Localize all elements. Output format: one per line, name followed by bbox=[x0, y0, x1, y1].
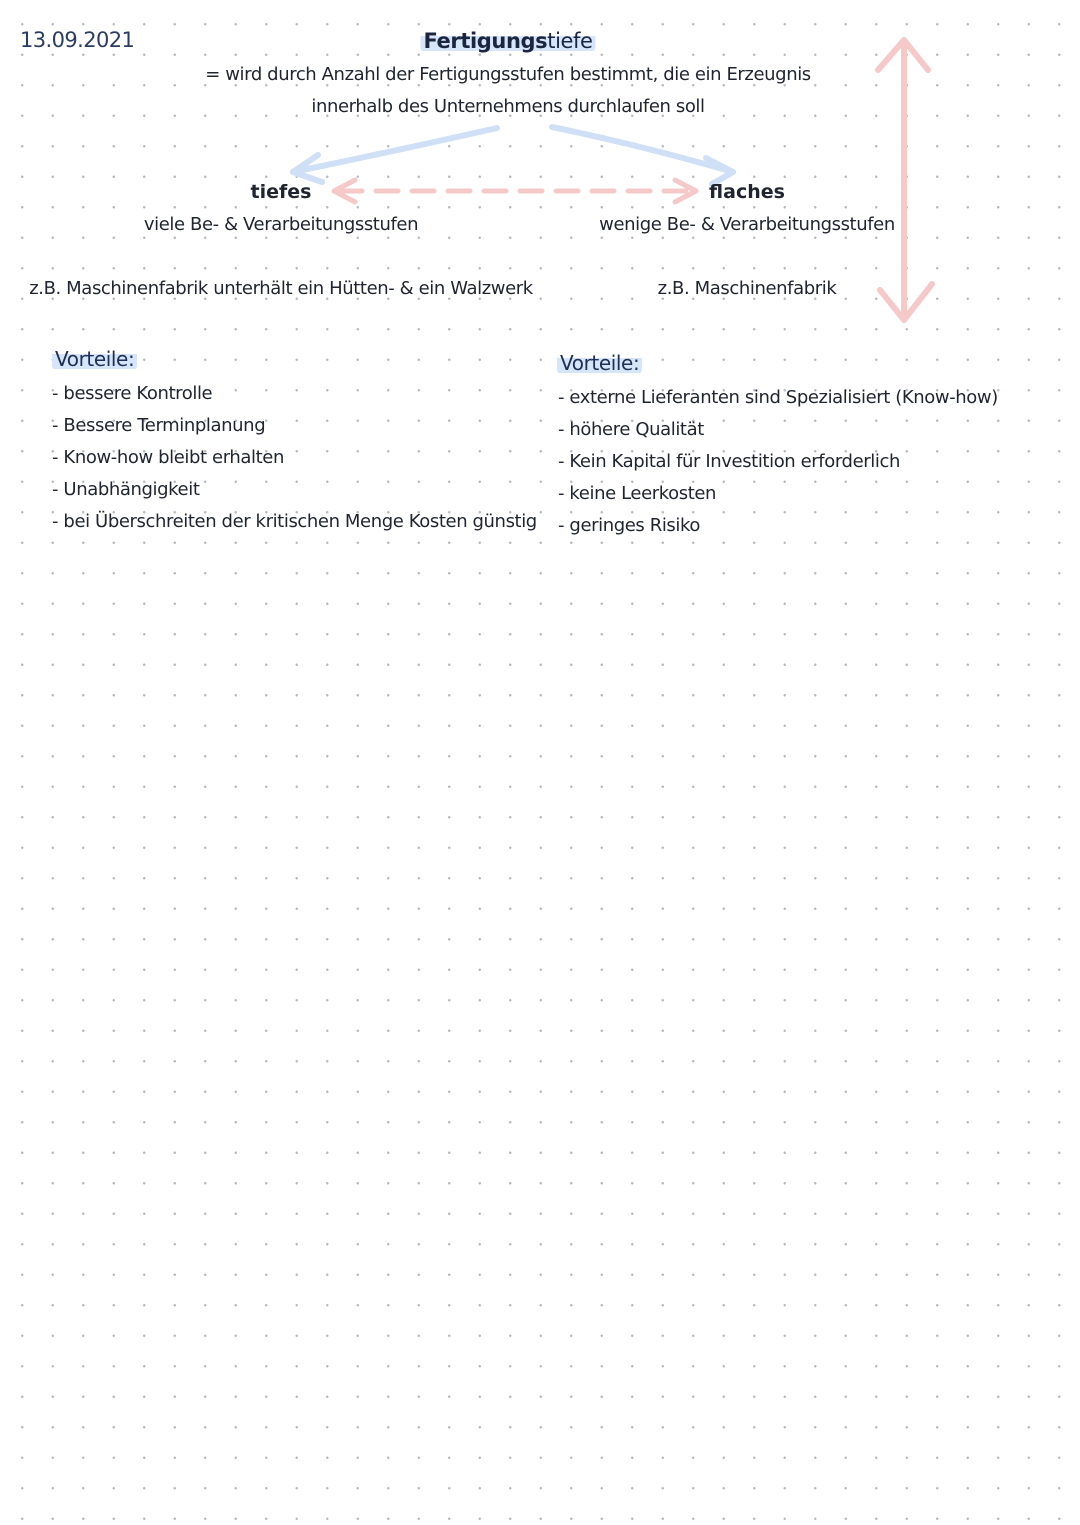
left-description: viele Be- & Verarbeitungsstufen bbox=[143, 214, 419, 235]
title-suffix: tiefe bbox=[547, 29, 593, 53]
list-item: - bessere Kontrolle bbox=[52, 383, 213, 404]
list-item: - externe Lieferanten sind Spezialisiert (Know-how) bbox=[558, 387, 998, 408]
pink-double-arrow-horizontal-icon bbox=[334, 180, 696, 202]
definition-line-1: = wird durch Anzahl der Fertigungsstufen bestimmt, die ein Erzeugnis bbox=[205, 64, 811, 85]
list-item: - bei Überschreiten der kritischen Menge Kosten günstig bbox=[52, 511, 537, 532]
blue-arrow-right-icon bbox=[552, 127, 733, 184]
blue-arrow-left-icon bbox=[293, 128, 497, 182]
list-item: - Unabhängigkeit bbox=[52, 479, 200, 500]
list-item: - Bessere Terminplanung bbox=[52, 415, 266, 436]
right-advantages-heading-text: Vorteile: bbox=[557, 351, 642, 375]
left-advantages-list bbox=[52, 383, 537, 543]
left-example: z.B. Maschinenfabrik unterhält ein Hütten- & ein Walzwerk bbox=[29, 278, 533, 299]
definition-line-2: innerhalb des Unternehmens durchlaufen soll bbox=[311, 96, 705, 117]
title-bold: Fertigungs bbox=[423, 29, 548, 53]
right-description: wenige Be- & Verarbeitungsstufen bbox=[599, 214, 895, 235]
left-advantages-heading-text: Vorteile: bbox=[52, 347, 137, 371]
list-item: - keine Leerkosten bbox=[558, 483, 717, 504]
right-advantages-heading bbox=[557, 351, 642, 375]
list-item: - höhere Qualität bbox=[558, 419, 704, 440]
right-example: z.B. Maschinenfabrik bbox=[657, 278, 837, 299]
pink-double-arrow-vertical-icon bbox=[878, 40, 932, 320]
page-title bbox=[420, 29, 595, 53]
date: 13.09.2021 bbox=[20, 28, 135, 52]
list-item: - Kein Kapital für Investition erforderlich bbox=[558, 451, 900, 472]
right-advantages-list bbox=[558, 387, 998, 547]
left-advantages-heading bbox=[52, 347, 137, 371]
list-item: - Know-how bleibt erhalten bbox=[52, 447, 284, 468]
right-heading: flaches bbox=[709, 181, 785, 203]
list-item: - geringes Risiko bbox=[558, 515, 701, 536]
left-heading: tiefes bbox=[250, 181, 312, 203]
